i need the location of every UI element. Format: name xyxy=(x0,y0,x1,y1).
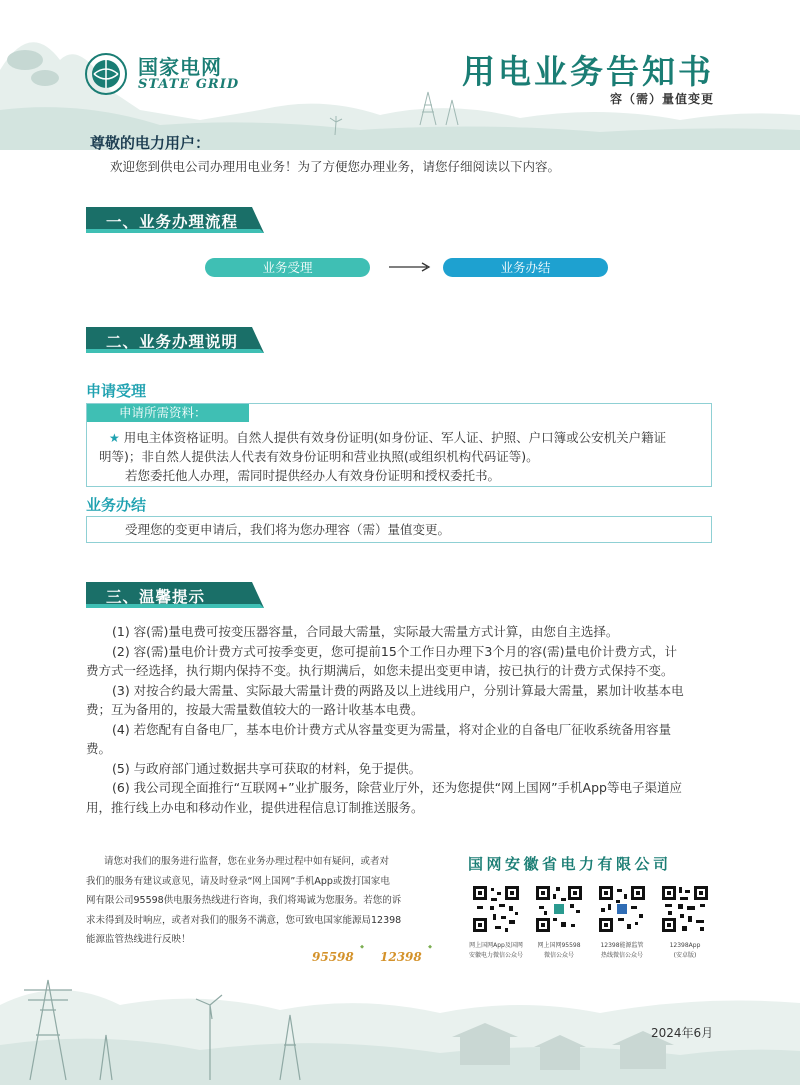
materials-label: 申请所需资料： xyxy=(87,404,249,422)
tip-line: 费方式一经选择，执行期内保持不变。执行期满后，如您未提出变更申请，按已执行的计费方式保持不变。 xyxy=(86,663,674,678)
tip-line: (6) 我公司现全面推行“互联网+”业扩服务，除营业厅外，还为您提供“网上国网”手机App等电子渠道应 xyxy=(112,780,682,795)
greeting: 尊敬的电力用户： xyxy=(90,134,211,152)
tip-line: (3) 对按合约最大需量、实际最大需量计费的两路及以上进线用户，分别计算最大需量，累加计收基本电 xyxy=(112,682,684,698)
tip-line: (5) 与政府部门通过数据共享可获取的材料，免于提供。 xyxy=(112,760,422,776)
hotline-tag-icon: ◆ xyxy=(428,944,432,950)
finish-title: 业务办结 xyxy=(86,496,147,514)
issue-date: 2024年6月 xyxy=(651,1026,714,1040)
tips-list xyxy=(86,622,716,817)
qr-caption: 12398能源监管 热线微信公众号 xyxy=(600,942,644,959)
flow-step-accept: 业务受理 xyxy=(205,258,370,277)
finish-text: 受理您的变更申请后，我们将为您办理容（需）量值变更。 xyxy=(125,522,451,537)
tip-line: (4) 若您配有自备电厂，基本电价计费方式从容量变更为需量，将对企业的自备电厂征收系统备用容量 xyxy=(112,721,672,737)
supervision-notice xyxy=(86,852,436,950)
qr-code-icon xyxy=(471,884,521,934)
notice-line: 请您对我们的服务进行监督，您在业务办理过程中如有疑问，或者对 xyxy=(104,856,390,867)
finish-box xyxy=(86,516,712,543)
notice-line: 我们的服务有建议或意见，请及时登录“网上国网”手机App或拨打国家电 xyxy=(86,875,390,887)
accept-title: 申请受理 xyxy=(86,382,147,400)
state-grid-emblem-icon xyxy=(84,52,128,96)
materials-box xyxy=(86,403,712,487)
qr-caption: 网上国网95598 微信公众号 xyxy=(537,942,581,959)
document-title: 用电业务告知书 xyxy=(462,52,714,91)
section-heading-explain: 二、业务办理说明 xyxy=(86,327,264,353)
qr-caption: 网上国网App及国网 安徽电力微信公众号 xyxy=(468,942,523,959)
notice-line: 能源监管热线进行反映！ xyxy=(86,934,191,945)
qr-code-icon xyxy=(534,884,584,934)
logo-chinese-name: 国家电网 xyxy=(138,54,222,79)
logo-english-name: STATE GRID xyxy=(138,76,240,92)
tip-line: 用，推行线上办电和移动作业，提供进程信息订制推送服务。 xyxy=(86,799,424,815)
tip-line: (1) 容(需)量电费可按变压器容量，合同最大需量，实际最大需量方式计算，由您自主选择。 xyxy=(112,624,619,639)
tip-line: 费；互为备用的，按最大需量数值较大的一路计收基本电费。 xyxy=(86,702,424,717)
qr-caption: 12398App (安卓版) xyxy=(669,942,701,959)
document-subtitle: 容（需）量值变更 xyxy=(609,92,714,106)
qr-code-icon xyxy=(660,884,710,934)
material-line: 若您委托他人办理，需同时提供经办人有效身份证明和授权委托书。 xyxy=(125,468,501,483)
tip-line: 费。 xyxy=(86,741,112,756)
section-heading-tips: 三、温馨提示 xyxy=(86,582,264,608)
star-icon: ★ xyxy=(109,431,120,445)
hotline-12398-badge: ◆ 12398 xyxy=(380,944,432,964)
arrow-right-icon xyxy=(389,262,431,272)
material-line: 明等)；非自然人提供法人代表有效身份证明和营业执照(或组织机构代码证等)。 xyxy=(99,449,539,464)
hotline-tag-icon: ◆ xyxy=(360,944,364,950)
material-line: 用电主体资格证明。自然人提供有效身份证明(如身份证、军人证、护照、户口簿或公安机关户籍证 xyxy=(123,430,667,445)
notice-line: 求未得到及时响应，或者对我们的服务不满意，您可致电国家能源局12398 xyxy=(86,914,402,926)
intro-text: 欢迎您到供电公司办理用电业务！为了方便您办理业务，请您仔细阅读以下内容。 xyxy=(110,159,561,174)
tip-line: (2) 容(需)量电价计费方式可按季变更，您可提前15个工作日办理下3个月的容(需)量电价计费方式，计 xyxy=(112,643,678,659)
flow-step-finish: 业务办结 xyxy=(443,258,608,277)
hotline-95598-badge: ◆ 95598 xyxy=(312,944,364,964)
qr-code-icon xyxy=(597,884,647,934)
notice-line: 网有限公司95598供电服务热线进行咨询，我们将竭诚为您服务。若您的诉 xyxy=(86,895,402,906)
state-grid-logo xyxy=(84,52,239,96)
company-name: 国网安徽省电力有限公司 xyxy=(468,855,672,873)
section-heading-flow: 一、业务办理流程 xyxy=(86,207,264,233)
